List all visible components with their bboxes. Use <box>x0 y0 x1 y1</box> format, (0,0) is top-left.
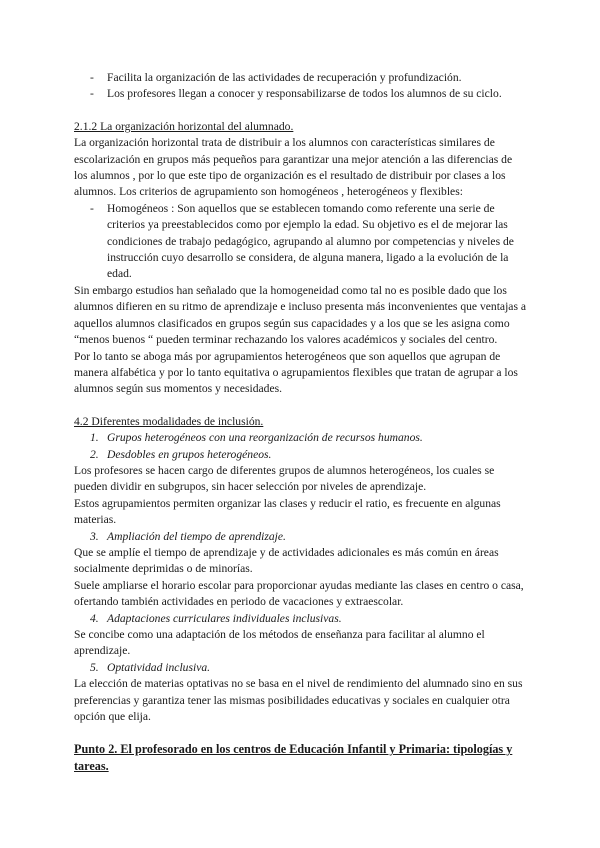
document-body <box>74 70 526 775</box>
numbered-item: 4. Adaptaciones curriculares individuales inclusivas. <box>90 611 342 625</box>
continued-list <box>74 70 526 103</box>
dash-bullet: - <box>90 71 94 84</box>
paragraph: Se concibe como una adaptación de los métodos de enseñanza para facilitar al alumno el aprendizaje. <box>74 628 485 658</box>
numbered-item: 3. Ampliación del tiempo de aprendizaje. <box>90 529 286 543</box>
paragraph: Suele ampliarse el horario escolar para proporcionar ayudas mediante las clases en centro o casa, ofertando también actividades en periodo de vacaciones y extraescolar. <box>74 578 524 609</box>
paragraph: Sin embargo estudios han señalado que la homogeneidad como tal no es posible dado que los alumnos difieren en su ritmo de aprendizaje e incluso presenta más inconvenientes que ventajas a aquellos alumnos clasificados en grupos según sus capacidades y a los que se les asigna como “menos buenos “ pueden terminar rechazando los valores académicos y sociales del centro. <box>74 283 526 347</box>
section-heading-2-1-2: 2.1.2 La organización horizontal del alumnado. <box>74 119 294 133</box>
list-item: - Homogéneos : Son aquellos que se establecen tomando como referente una serie de criterios ya preestablecidos como por ejemplo la edad. Su objetivo es el de mejorar las condiciones de trabajo pedagógico, agrupando al alumno por competencias y niveles de instrucción cuyo desarrollo se considera, de alguna manera, ligado a la evolución de la edad. <box>90 201 514 281</box>
paragraph: Por lo tanto se aboga más por agrupamientos heterogéneos que son aquellos que agrupan de manera alfabética y por lo tanto equitativa o agrupamientos flexibles que tratan de agrupar a los alumnos según sus momentos y necesidades. <box>74 349 518 396</box>
section-heading-4-2: 4.2 Diferentes modalidades de inclusión. <box>74 414 264 428</box>
list-item: - Facilita la organización de las actividades de recuperación y profundización. <box>74 70 526 86</box>
paragraph: Que se amplíe el tiempo de aprendizaje y de actividades adicionales es más común en áreas socialmente deprimidas o de minorías. <box>74 545 499 576</box>
criteria-list <box>74 201 526 283</box>
numbered-item: 5. Optatividad inclusiva. <box>90 660 211 674</box>
paragraph: Los profesores se hacen cargo de diferentes grupos de alumnos heterogéneos, los cuales se pueden dividir en subgrupos, sin hacer selección por niveles de aprendizaje. <box>74 463 495 494</box>
dash-bullet: - <box>90 201 94 215</box>
dash-bullet: - <box>90 87 94 101</box>
numbered-item: 1. Grupos heterogéneos con una reorganización de recursos humanos. <box>90 431 423 445</box>
numbered-item: 2. Desdobles en grupos heterogéneos. <box>90 447 272 461</box>
paragraph: La organización horizontal trata de distribuir a los alumnos con características similares de escolarización en grupos más pequeños para garantizar una mejor atención a las diferencias de los alumnos , por lo que este tipo de organización es el resultado de distribuir por clases a los alumnos. Los criterios de agrupamiento son homogéneos , heterogéneos y flexibles: <box>74 136 513 199</box>
section-title-punto-2: Punto 2. El profesorado en los centros de Educación Infantil y Primaria: tipologías y tareas. <box>74 742 513 774</box>
paragraph: La elección de materias optativas no se basa en el nivel de rendimiento del alumnado sino en sus preferencias y garantiza tener las mismas posibilidades educativas y sociales en cualquier otra opción que elija. <box>74 677 523 724</box>
paragraph: Estos agrupamientos permiten organizar las clases y reducir el ratio, es frecuente en algunas materias. <box>74 496 501 527</box>
list-item: - Los profesores llegan a conocer y responsabilizarse de todos los alumnos de su ciclo. <box>74 86 526 102</box>
